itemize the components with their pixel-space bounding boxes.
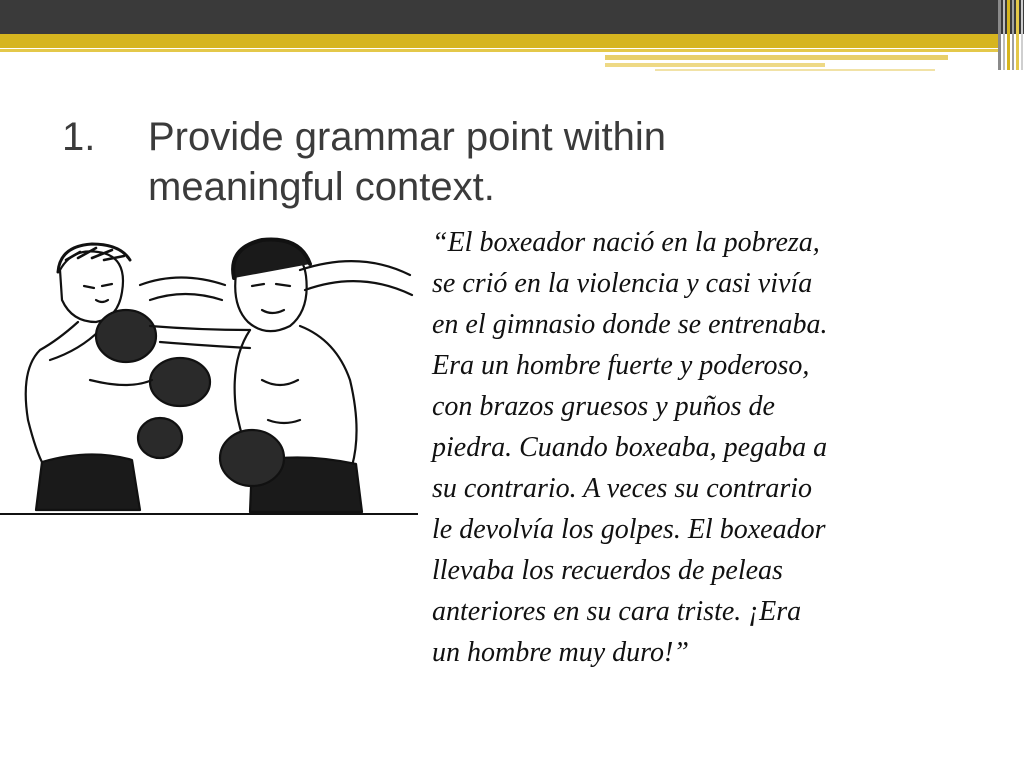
story-quote: “El boxeador nació en la pobreza, se crió en la violencia y casi vivía en el gimnasio donde se entrenaba. Era un hombre fuerte y poderoso, con brazos gruesos y puños de piedra. Cuando boxeaba, pegaba a su contrario. A veces su contrario le devolvía los golpes. El boxeador llevaba los recuerdos de peleas anteriores en su cara triste. ¡Era un hombre muy duro!” (432, 227, 828, 668)
slide-gold-band (0, 34, 1000, 48)
slide-corner-stripes (998, 0, 1024, 70)
list-number: 1. (62, 115, 96, 159)
slide-accent-line (605, 63, 825, 67)
slide-gold-line (0, 49, 1000, 52)
two-boxers-illustration (0, 230, 418, 520)
slide-top-bar (0, 0, 1024, 34)
slide-accent-line (655, 69, 935, 71)
title-text: Provide grammar point within meaningful context. (148, 115, 666, 209)
slide-accent-line (605, 55, 948, 60)
